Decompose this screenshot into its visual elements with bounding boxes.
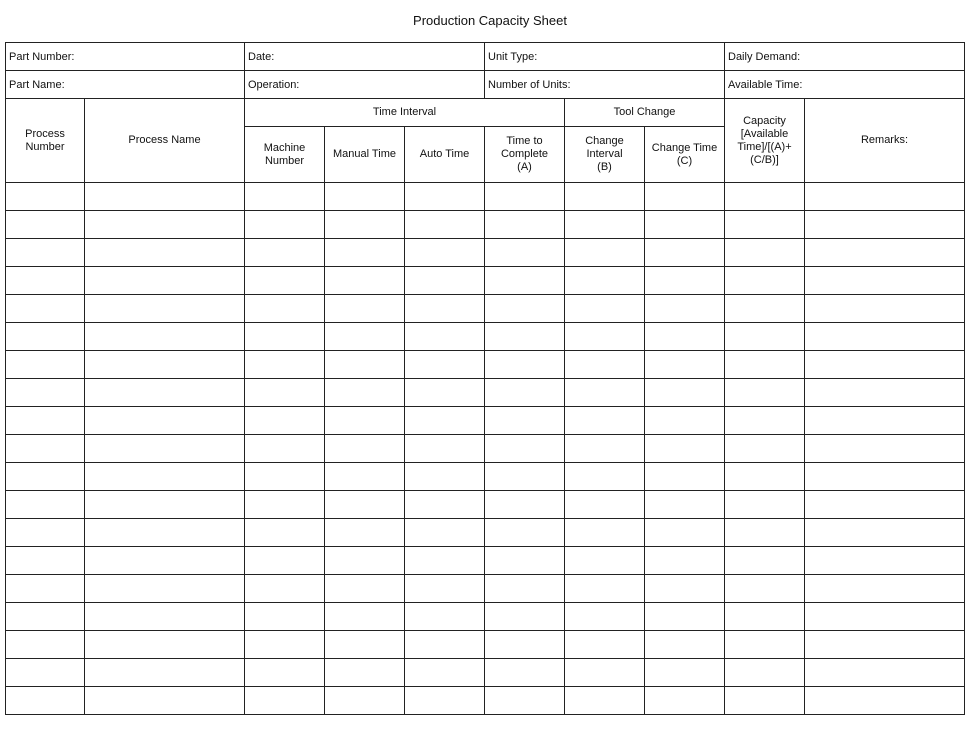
auto-time-cell[interactable] [405, 267, 485, 295]
change-time-cell[interactable] [645, 575, 725, 603]
auto-time-cell[interactable] [405, 435, 485, 463]
time-to-complete-cell[interactable] [485, 435, 565, 463]
table-row [6, 603, 965, 631]
change-interval-cell[interactable] [565, 267, 645, 295]
table-row [6, 323, 965, 351]
process-number-cell[interactable] [6, 547, 85, 575]
process-number-header: Process Number [6, 99, 85, 183]
process-name-cell[interactable] [85, 575, 245, 603]
machine-number-cell[interactable] [245, 575, 325, 603]
change-time-cell[interactable] [645, 211, 725, 239]
manual-time-cell[interactable] [325, 575, 405, 603]
capacity-cell[interactable] [725, 323, 805, 351]
process-name-cell[interactable] [85, 211, 245, 239]
table-row [6, 547, 965, 575]
machine-number-cell[interactable] [245, 351, 325, 379]
tool-change-header: Tool Change [565, 99, 725, 127]
remarks-cell[interactable] [805, 211, 965, 239]
process-number-cell[interactable] [6, 631, 85, 659]
capacity-cell[interactable] [725, 575, 805, 603]
time-to-complete-cell[interactable] [485, 519, 565, 547]
change-interval-cell[interactable] [565, 379, 645, 407]
change-time-cell[interactable] [645, 463, 725, 491]
remarks-header: Remarks: [805, 99, 965, 183]
auto-time-cell[interactable] [405, 659, 485, 687]
process-name-cell[interactable] [85, 659, 245, 687]
table-row [6, 435, 965, 463]
remarks-cell[interactable] [805, 687, 965, 715]
manual-time-cell[interactable] [325, 211, 405, 239]
manual-time-cell[interactable] [325, 407, 405, 435]
change-time-cell[interactable] [645, 687, 725, 715]
machine-number-cell[interactable] [245, 491, 325, 519]
process-number-cell[interactable] [6, 463, 85, 491]
remarks-cell[interactable] [805, 463, 965, 491]
change-time-cell[interactable] [645, 267, 725, 295]
info-row-1 [6, 43, 965, 71]
auto-time-cell[interactable] [405, 183, 485, 211]
change-interval-cell[interactable] [565, 491, 645, 519]
auto-time-cell[interactable] [405, 379, 485, 407]
change-time-cell[interactable] [645, 295, 725, 323]
process-number-cell[interactable] [6, 575, 85, 603]
remarks-cell[interactable] [805, 491, 965, 519]
time-interval-header: Time Interval [245, 99, 565, 127]
remarks-cell[interactable] [805, 659, 965, 687]
change-time-cell[interactable] [645, 407, 725, 435]
table-row [6, 687, 965, 715]
auto-time-cell[interactable] [405, 239, 485, 267]
change-time-cell[interactable] [645, 659, 725, 687]
process-name-cell[interactable] [85, 351, 245, 379]
table-row [6, 211, 965, 239]
remarks-cell[interactable] [805, 519, 965, 547]
auto-time-cell[interactable] [405, 351, 485, 379]
manual-time-cell[interactable] [325, 435, 405, 463]
process-name-cell[interactable] [85, 295, 245, 323]
page-title: Production Capacity Sheet [413, 13, 567, 28]
remarks-cell[interactable] [805, 239, 965, 267]
time-to-complete-cell[interactable] [485, 351, 565, 379]
manual-time-cell[interactable] [325, 323, 405, 351]
change-interval-cell[interactable] [565, 295, 645, 323]
capacity-cell[interactable] [725, 631, 805, 659]
process-name-cell[interactable] [85, 519, 245, 547]
capacity-table [5, 42, 965, 715]
manual-time-cell[interactable] [325, 239, 405, 267]
machine-number-cell[interactable] [245, 519, 325, 547]
time-to-complete-cell[interactable] [485, 407, 565, 435]
auto-time-cell[interactable] [405, 295, 485, 323]
change-interval-cell[interactable] [565, 519, 645, 547]
remarks-cell[interactable] [805, 631, 965, 659]
remarks-cell[interactable] [805, 547, 965, 575]
manual-time-cell[interactable] [325, 351, 405, 379]
process-number-cell[interactable] [6, 267, 85, 295]
process-number-cell[interactable] [6, 659, 85, 687]
part-number-field[interactable]: Part Number: [6, 43, 245, 71]
capacity-cell[interactable] [725, 659, 805, 687]
capacity-cell[interactable] [725, 239, 805, 267]
capacity-cell[interactable] [725, 211, 805, 239]
process-number-cell[interactable] [6, 687, 85, 715]
process-name-cell[interactable] [85, 603, 245, 631]
table-row [6, 519, 965, 547]
change-interval-cell[interactable] [565, 463, 645, 491]
table-row [6, 407, 965, 435]
remarks-cell[interactable] [805, 575, 965, 603]
part-name-field[interactable]: Part Name: [6, 71, 245, 99]
manual-time-cell[interactable] [325, 547, 405, 575]
auto-time-cell[interactable] [405, 603, 485, 631]
change-interval-cell[interactable] [565, 351, 645, 379]
process-name-cell[interactable] [85, 491, 245, 519]
time-to-complete-cell[interactable] [485, 631, 565, 659]
capacity-cell[interactable] [725, 267, 805, 295]
process-number-cell[interactable] [6, 351, 85, 379]
change-interval-cell[interactable] [565, 659, 645, 687]
machine-number-cell[interactable] [245, 603, 325, 631]
change-interval-cell[interactable] [565, 183, 645, 211]
number-of-units-field[interactable]: Number of Units: [485, 71, 725, 99]
remarks-cell[interactable] [805, 183, 965, 211]
capacity-cell[interactable] [725, 603, 805, 631]
machine-number-cell[interactable] [245, 407, 325, 435]
time-to-complete-header: Time to Complete (A) [485, 127, 565, 183]
table-row [6, 659, 965, 687]
machine-number-cell[interactable] [245, 463, 325, 491]
capacity-cell[interactable] [725, 519, 805, 547]
time-to-complete-cell[interactable] [485, 267, 565, 295]
table-row [6, 351, 965, 379]
manual-time-cell[interactable] [325, 463, 405, 491]
process-name-header: Process Name [85, 99, 245, 183]
change-interval-cell[interactable] [565, 631, 645, 659]
process-number-cell[interactable] [6, 295, 85, 323]
auto-time-cell[interactable] [405, 519, 485, 547]
auto-time-cell[interactable] [405, 407, 485, 435]
remarks-cell[interactable] [805, 267, 965, 295]
process-number-cell[interactable] [6, 379, 85, 407]
capacity-cell[interactable] [725, 491, 805, 519]
change-time-cell[interactable] [645, 435, 725, 463]
available-time-field[interactable]: Available Time: [725, 71, 965, 99]
machine-number-cell[interactable] [245, 267, 325, 295]
process-number-cell[interactable] [6, 323, 85, 351]
change-interval-cell[interactable] [565, 239, 645, 267]
process-name-cell[interactable] [85, 687, 245, 715]
time-to-complete-cell[interactable] [485, 239, 565, 267]
change-time-cell[interactable] [645, 183, 725, 211]
manual-time-cell[interactable] [325, 379, 405, 407]
manual-time-cell[interactable] [325, 519, 405, 547]
table-row [6, 267, 965, 295]
auto-time-cell[interactable] [405, 463, 485, 491]
time-to-complete-cell[interactable] [485, 463, 565, 491]
process-number-cell[interactable] [6, 519, 85, 547]
auto-time-header: Auto Time [405, 127, 485, 183]
auto-time-cell[interactable] [405, 547, 485, 575]
table-row [6, 379, 965, 407]
date-field[interactable]: Date: [245, 43, 485, 71]
time-to-complete-cell[interactable] [485, 183, 565, 211]
change-interval-cell[interactable] [565, 547, 645, 575]
table-row [6, 239, 965, 267]
change-time-header: Change Time (C) [645, 127, 725, 183]
change-time-cell[interactable] [645, 239, 725, 267]
machine-number-cell[interactable] [245, 659, 325, 687]
machine-number-cell[interactable] [245, 239, 325, 267]
auto-time-cell[interactable] [405, 631, 485, 659]
manual-time-header: Manual Time [325, 127, 405, 183]
time-to-complete-cell[interactable] [485, 323, 565, 351]
process-number-cell[interactable] [6, 407, 85, 435]
change-time-cell[interactable] [645, 603, 725, 631]
machine-number-cell[interactable] [245, 631, 325, 659]
manual-time-cell[interactable] [325, 631, 405, 659]
change-time-cell[interactable] [645, 379, 725, 407]
process-name-cell[interactable] [85, 239, 245, 267]
operation-field[interactable]: Operation: [245, 71, 485, 99]
process-number-cell[interactable] [6, 211, 85, 239]
auto-time-cell[interactable] [405, 211, 485, 239]
info-row-2 [6, 71, 965, 99]
change-time-cell[interactable] [645, 323, 725, 351]
process-number-cell[interactable] [6, 603, 85, 631]
machine-number-cell[interactable] [245, 435, 325, 463]
change-time-cell[interactable] [645, 519, 725, 547]
remarks-cell[interactable] [805, 435, 965, 463]
process-number-cell[interactable] [6, 183, 85, 211]
machine-number-cell[interactable] [245, 323, 325, 351]
daily-demand-field[interactable]: Daily Demand: [725, 43, 965, 71]
capacity-cell[interactable] [725, 379, 805, 407]
manual-time-cell[interactable] [325, 659, 405, 687]
manual-time-cell[interactable] [325, 603, 405, 631]
capacity-cell[interactable] [725, 435, 805, 463]
table-row [6, 295, 965, 323]
change-time-cell[interactable] [645, 491, 725, 519]
machine-number-cell[interactable] [245, 547, 325, 575]
process-name-cell[interactable] [85, 463, 245, 491]
process-name-cell[interactable] [85, 435, 245, 463]
remarks-cell[interactable] [805, 351, 965, 379]
manual-time-cell[interactable] [325, 183, 405, 211]
auto-time-cell[interactable] [405, 575, 485, 603]
change-time-cell[interactable] [645, 547, 725, 575]
machine-number-cell[interactable] [245, 379, 325, 407]
table-row [6, 183, 965, 211]
machine-number-header: Machine Number [245, 127, 325, 183]
table-row [6, 463, 965, 491]
manual-time-cell[interactable] [325, 295, 405, 323]
time-to-complete-cell[interactable] [485, 547, 565, 575]
manual-time-cell[interactable] [325, 267, 405, 295]
process-name-cell[interactable] [85, 323, 245, 351]
process-number-cell[interactable] [6, 239, 85, 267]
capacity-cell[interactable] [725, 295, 805, 323]
change-interval-cell[interactable] [565, 435, 645, 463]
time-to-complete-cell[interactable] [485, 295, 565, 323]
manual-time-cell[interactable] [325, 687, 405, 715]
capacity-cell[interactable] [725, 183, 805, 211]
auto-time-cell[interactable] [405, 491, 485, 519]
remarks-cell[interactable] [805, 295, 965, 323]
process-name-cell[interactable] [85, 631, 245, 659]
time-to-complete-cell[interactable] [485, 603, 565, 631]
process-name-cell[interactable] [85, 547, 245, 575]
machine-number-cell[interactable] [245, 183, 325, 211]
table-row [6, 491, 965, 519]
table-row [6, 631, 965, 659]
time-to-complete-cell[interactable] [485, 379, 565, 407]
remarks-cell[interactable] [805, 379, 965, 407]
manual-time-cell[interactable] [325, 491, 405, 519]
machine-number-cell[interactable] [245, 295, 325, 323]
time-to-complete-cell[interactable] [485, 687, 565, 715]
remarks-cell[interactable] [805, 323, 965, 351]
remarks-cell[interactable] [805, 407, 965, 435]
change-interval-cell[interactable] [565, 603, 645, 631]
time-to-complete-cell[interactable] [485, 659, 565, 687]
change-interval-cell[interactable] [565, 407, 645, 435]
change-interval-cell[interactable] [565, 211, 645, 239]
machine-number-cell[interactable] [245, 211, 325, 239]
table-row [6, 575, 965, 603]
remarks-cell[interactable] [805, 603, 965, 631]
change-interval-cell[interactable] [565, 687, 645, 715]
change-interval-header: Change Interval (B) [565, 127, 645, 183]
change-time-cell[interactable] [645, 631, 725, 659]
time-to-complete-cell[interactable] [485, 575, 565, 603]
process-name-cell[interactable] [85, 183, 245, 211]
time-to-complete-cell[interactable] [485, 491, 565, 519]
process-name-cell[interactable] [85, 407, 245, 435]
process-name-cell[interactable] [85, 379, 245, 407]
process-number-cell[interactable] [6, 491, 85, 519]
unit-type-field[interactable]: Unit Type: [485, 43, 725, 71]
capacity-cell[interactable] [725, 687, 805, 715]
process-name-cell[interactable] [85, 267, 245, 295]
auto-time-cell[interactable] [405, 323, 485, 351]
machine-number-cell[interactable] [245, 687, 325, 715]
process-number-cell[interactable] [6, 435, 85, 463]
capacity-cell[interactable] [725, 407, 805, 435]
auto-time-cell[interactable] [405, 687, 485, 715]
capacity-cell[interactable] [725, 351, 805, 379]
capacity-cell[interactable] [725, 463, 805, 491]
time-to-complete-cell[interactable] [485, 211, 565, 239]
header-row-1 [6, 99, 965, 127]
change-time-cell[interactable] [645, 351, 725, 379]
change-interval-cell[interactable] [565, 323, 645, 351]
capacity-cell[interactable] [725, 547, 805, 575]
change-interval-cell[interactable] [565, 575, 645, 603]
capacity-header: Capacity [Available Time]/[(A)+(C/B)] [725, 99, 805, 183]
